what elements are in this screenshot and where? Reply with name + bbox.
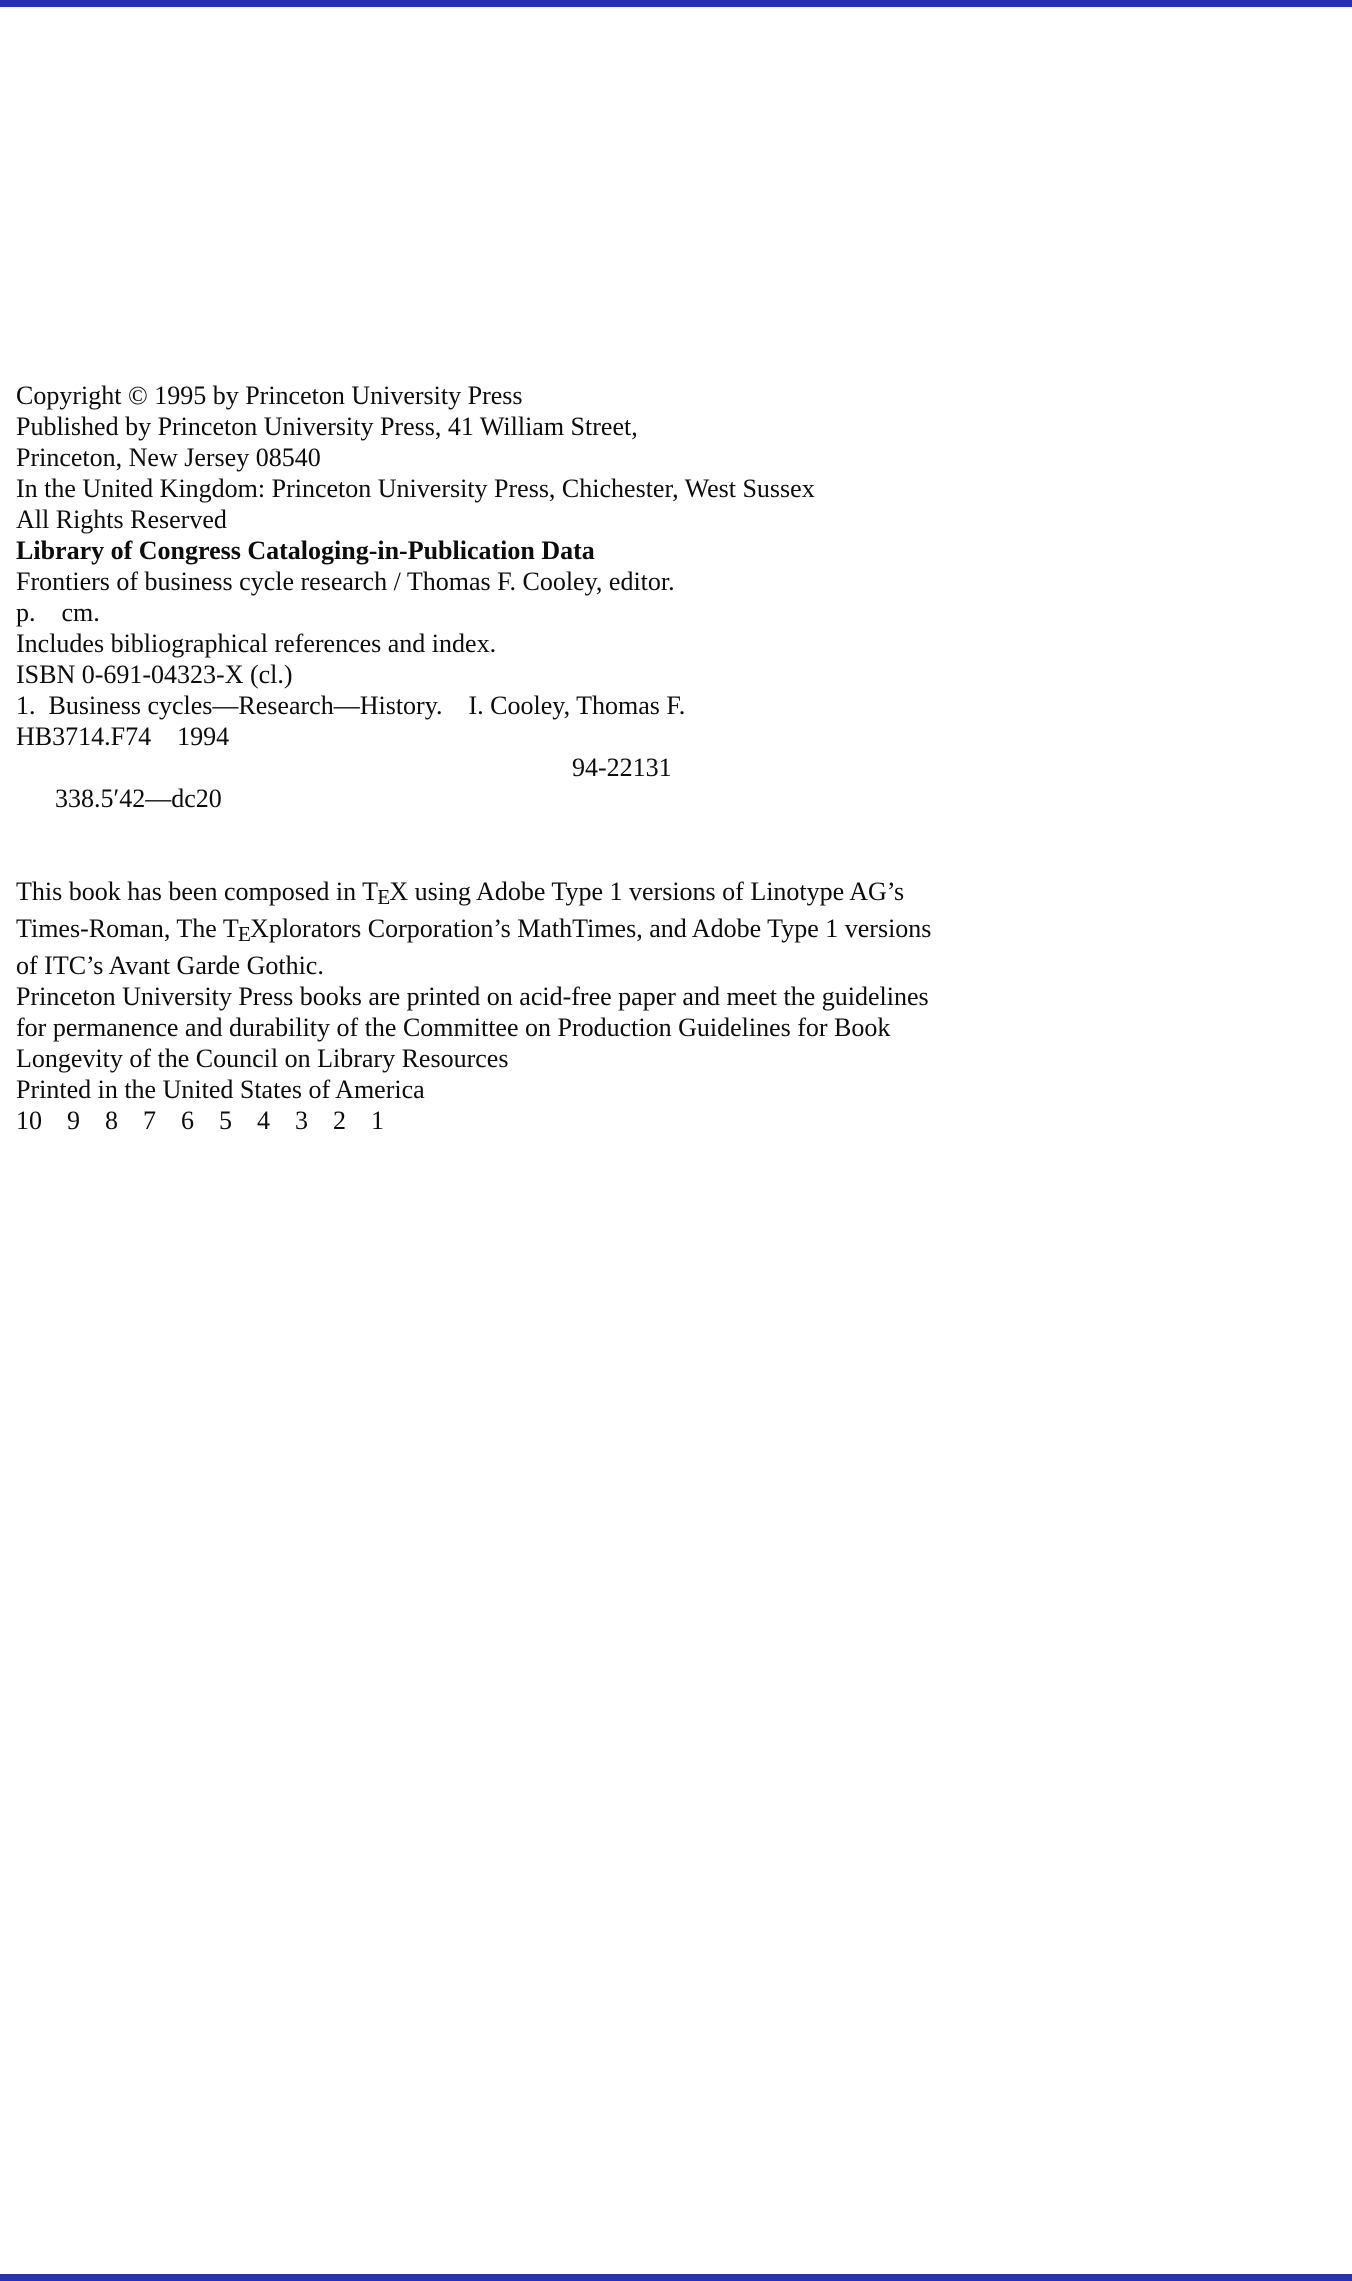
print-run-numbers: 10 9 8 7 6 5 4 3 2 1 bbox=[16, 1106, 384, 1136]
printed-in-usa-note: Printed in the United States of America bbox=[16, 1075, 425, 1105]
cip-pagination-line: p. cm. bbox=[16, 598, 100, 627]
composition-note bbox=[16, 876, 938, 981]
cip-heading: Library of Congress Cataloging-in-Publication Data bbox=[16, 536, 595, 565]
composition-seg2: X using Adobe Type 1 versions of Linotype AG’s Times-Roman, The T bbox=[16, 877, 911, 944]
tex-logo-e: E bbox=[377, 885, 391, 910]
tex-logo-e: E bbox=[237, 922, 251, 947]
uk-publisher-line: In the United Kingdom: Princeton University Press, Chichester, West Sussex bbox=[16, 474, 815, 503]
cip-callnumber-line: HB3714.F74 1994 bbox=[16, 722, 230, 751]
scan-edge-bottom bbox=[0, 2274, 1352, 2281]
cip-subject-line: 1. Business cycles—Research—History. I. Cooley, Thomas F. bbox=[16, 691, 686, 720]
publisher-address-line: Princeton, New Jersey 08540 bbox=[16, 443, 321, 472]
cip-dewey-line bbox=[16, 752, 1312, 876]
cip-lccn-number: 94-22131 bbox=[572, 753, 672, 782]
cip-isbn-line: ISBN 0-691-04323-X (cl.) bbox=[16, 660, 293, 689]
composition-seg1: This book has been composed in T bbox=[16, 877, 379, 906]
copyright-line: Copyright © 1995 by Princeton University Press bbox=[16, 381, 523, 410]
composition-seg3: Xplorators Corporation’s MathTimes, and Adobe Type 1 versions of ITC’s Avant Garde Gothic. bbox=[16, 914, 938, 981]
acid-free-paper-note: Princeton University Press books are printed on acid-free paper and meet the guidelines for permanence and durability of the Committee on Production Guidelines for Book Longevity of the Council on Library Resources bbox=[16, 982, 936, 1074]
all-rights-reserved: All Rights Reserved bbox=[16, 505, 227, 534]
cip-references-line: Includes bibliographical references and index. bbox=[16, 629, 497, 658]
cip-dewey-number: 338.5′42—dc20 bbox=[55, 784, 222, 813]
published-by-line: Published by Princeton University Press, 41 William Street, bbox=[16, 412, 638, 441]
copyright-page bbox=[0, 0, 1352, 1136]
cip-title-line: Frontiers of business cycle research / Thomas F. Cooley, editor. bbox=[16, 567, 675, 596]
cip-block bbox=[16, 566, 1312, 876]
scan-edge-top bbox=[0, 0, 1352, 7]
publisher-block bbox=[16, 380, 1312, 504]
